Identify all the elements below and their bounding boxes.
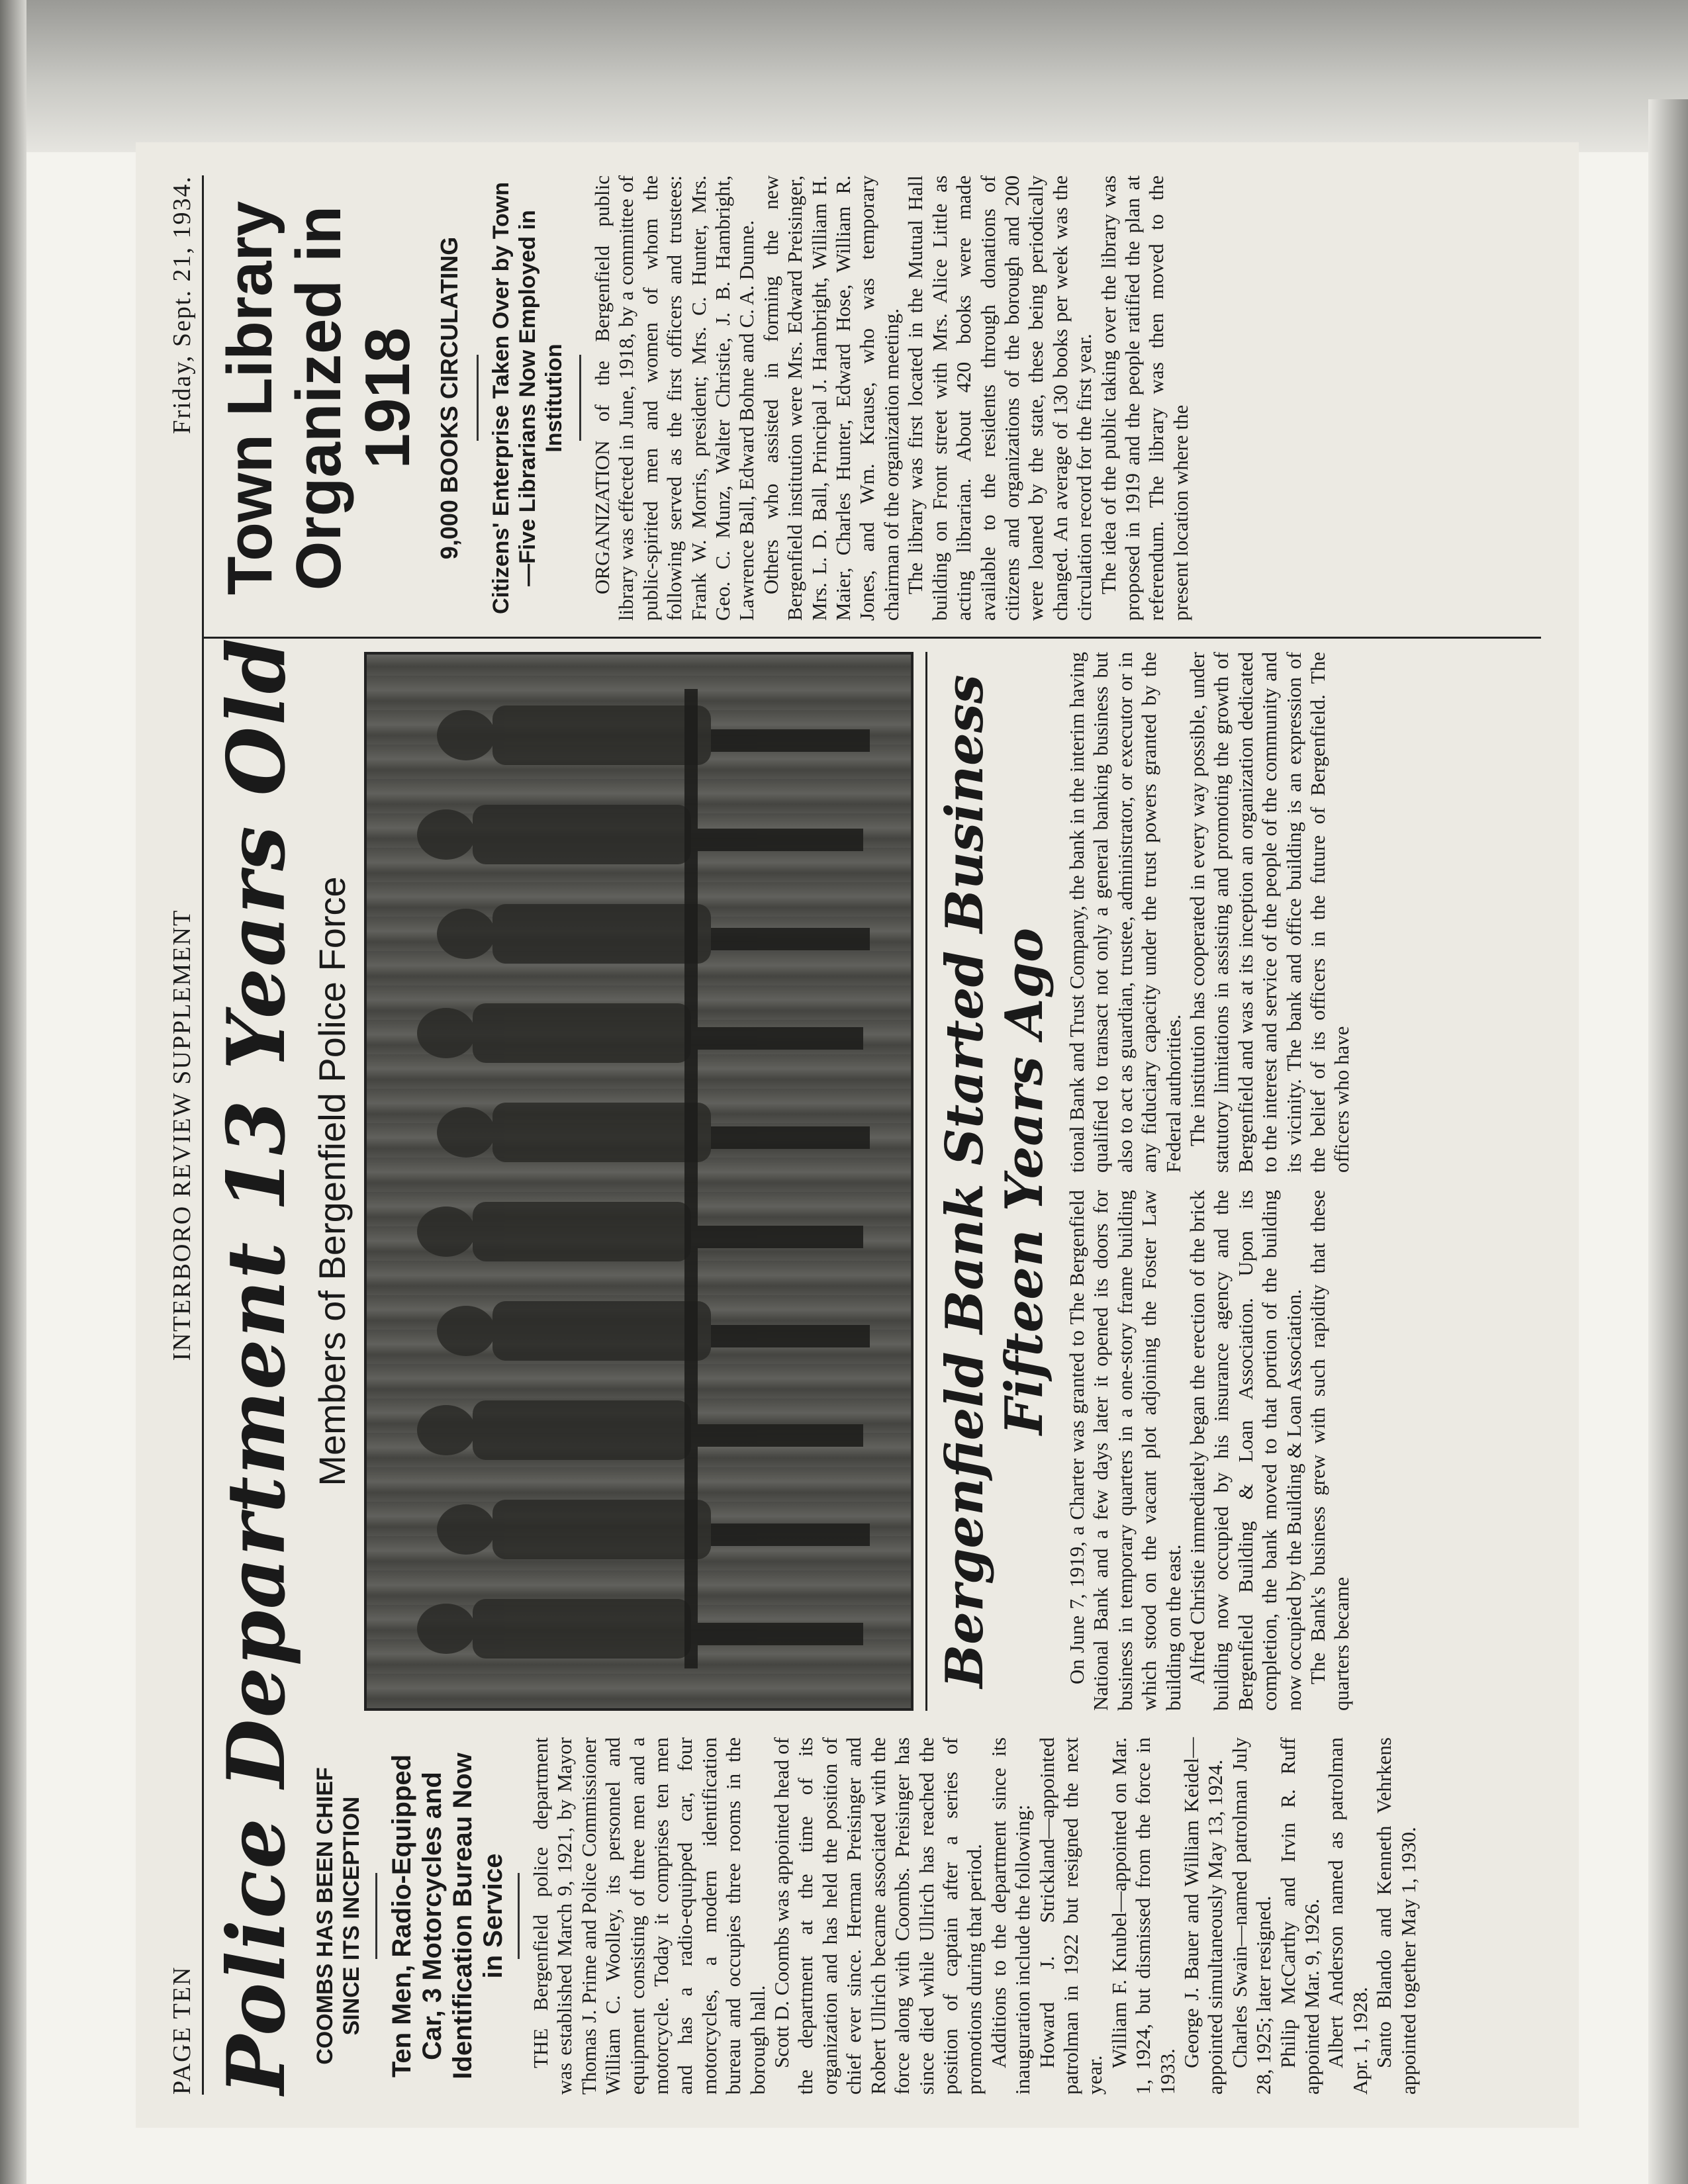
police-paragraph: Additions to the department since its inauguration include the following:: [986, 1737, 1035, 2095]
police-paragraph: THE Bergenfield police department was established March 9, 1921, by Mayor Thomas J. Prime and Police Commissioner William C. Woolley, its personnel and equipment consisting of three men and a motorcycle. Today it comprises ten men and has a radio-equipped car, four motorcycles, a modern identification bureau and occupies three rooms in the borough hall.: [529, 1737, 769, 2095]
photo-and-bank: [306, 652, 1421, 1724]
police-paragraph: Charles Swain—named patrolman July 28, 1925; later resigned.: [1227, 1737, 1276, 2095]
paper-name: INTERBORO REVIEW SUPPLEMENT: [168, 909, 196, 1361]
bank-column: [1065, 1190, 1354, 1711]
police-deck: Ten Men, Radio-Equipped Car, 3 Motorcycles and Identification Bureau Now in Service: [387, 1752, 508, 2079]
police-paragraph: Albert Anderson named as patrolman Apr. 1, 1928.: [1324, 1737, 1372, 2095]
police-paragraph: Howard J. Strickland—appointed patrolman in 1922 but resigned the next year.: [1035, 1737, 1107, 2095]
bank-column: [1065, 652, 1354, 1173]
police-force-photo: [364, 652, 914, 1711]
library-paragraph: The idea of the public taking over the library was proposed in 1919 and the people ratified the plan at referendum. The library was then moved to the present location where the: [1096, 175, 1192, 621]
library-deck: Citizens' Enterprise Taken Over by Town—Five Librarians Now Employed in Institution: [489, 182, 567, 614]
library-paragraph: Others who assisted in forming the new Bergenfield institution were Mrs. Edward Preisinger, Mrs. L. D. Ball, Principal J. Hambright, William H. Maier, Charles Hunter, Edward Hose, William R. Jones, and Wm. Krause, who was temporary chairman of the organization meeting.: [759, 175, 903, 621]
library-paragraph: ORGANIZATION of the Bergenfield public library was effected in June, 1918, by a committee of public-spirited men and women of whom the following served as the first officers and trustees: Frank W. Morris, president; Mrs. C. Hunter, Mrs. Geo. C. Munz, Walter Christie, J. B. Hambright, Lawrence Ball, Edward Bohne and C. A. Dunne.: [590, 175, 759, 621]
library-article: [204, 175, 1541, 639]
police-paragraph: Philip McCarthy and Irvin R. Ruff appointed Mar. 9, 1926.: [1276, 1737, 1323, 2095]
police-subhead: COOMBS HAS BEEN CHIEF SINCE ITS INCEPTION: [312, 1767, 364, 2065]
divider: [375, 1873, 377, 1959]
bank-paragraph: tional Bank and Trust Company, the bank in the interim having qualified to transact not only a general banking business but also to act as guardian, trustee, administrator, or executor or in any fiduciary capacity under the trust powers granted by the Federal authorities.: [1065, 652, 1185, 1173]
newspaper-page: [136, 142, 1579, 2128]
divider: [518, 1873, 520, 1959]
library-headline: Town Library Organized in 1918: [214, 201, 423, 596]
police-paragraph: Santo Blando and Kenneth Vehrkens appointed together May 1, 1930.: [1372, 1737, 1420, 2095]
police-paragraph: Scott D. Coombs was appointed head of the department at the time of its organization and has held the position of chief ever since. Herman Preisinger and Robert Ullrich became associated with the force along with Coombs. Preisinger has since died while Ullrich has reached the position of captain after a series of promotions during that period.: [770, 1737, 986, 2095]
bank-paragraph: The Bank's business grew with such rapidity that these quarters became: [1306, 1190, 1354, 1711]
issue-date: Friday, Sept. 21, 1934.: [168, 175, 196, 434]
police-row: [306, 639, 1421, 2095]
page-columns: [204, 175, 1541, 2095]
masthead: [162, 175, 204, 2095]
scan-top-shadow: [0, 0, 1688, 152]
police-paragraph: William F. Knubel—appointed on Mar. 1, 1924, but dismissed from the force in 1933.: [1107, 1737, 1179, 2095]
library-subhead: 9,000 BOOKS CIRCULATING: [436, 236, 463, 560]
bank-paragraph: On June 7, 1919, a Charter was granted to The Bergenfield National Bank and a few days later it opened its doors for business in temporary quarters in a one-story frame building which stood on the vacant plot adjoining the Foster Law building on the east.: [1065, 1190, 1185, 1711]
bank-paragraph: Alfred Christie immediately began the erection of the brick building now occupied by his insurance agency and the Bergenfield Building & Loan Association. Upon its completion, the bank moved to that portion of the building now occupied by the Building & Loan Association.: [1186, 1190, 1305, 1711]
divider: [579, 355, 581, 441]
divider: [477, 355, 479, 441]
library-paragraph: The library was first located in the Mutual Hall building on Front street with Mrs. Alice Little as acting librarian. About 420 books were made available to the residents through donations of citizens and organizations of the borough and 200 were loaned by the state, these being periodically changed. An average of 130 books per week was the circulation record for the first year.: [904, 175, 1096, 621]
page-number: PAGE TEN: [168, 1966, 196, 2095]
scan-right-edge: [1648, 99, 1688, 2184]
police-and-bank-section: [204, 639, 1541, 2095]
police-paragraph: George J. Bauer and William Keidel—appointed simultaneously May 13, 1924.: [1179, 1737, 1227, 2095]
police-article: [306, 1724, 1421, 2095]
scan-left-edge: [0, 0, 26, 2184]
bank-paragraph: The institution has cooperated in every way possible, under statutory limitations in assisting and promoting the growth of Bergenfield and was at its inception an organization dedicated to the interest and service of the people of the community and its vicinity. The bank and office building is an expression of the belief of its officers in the future of Bergenfield. The officers who have: [1186, 652, 1354, 1173]
police-group-silhouettes: [367, 655, 911, 1708]
photo-caption: Members of Bergenfield Police Force: [311, 876, 353, 1486]
police-headline: Police Department 13 Years Old: [210, 637, 303, 2095]
bank-headline: Bergenfield Bank Started Business Fifteen Years Ago: [925, 652, 1055, 1711]
bank-article: [1065, 652, 1354, 1711]
